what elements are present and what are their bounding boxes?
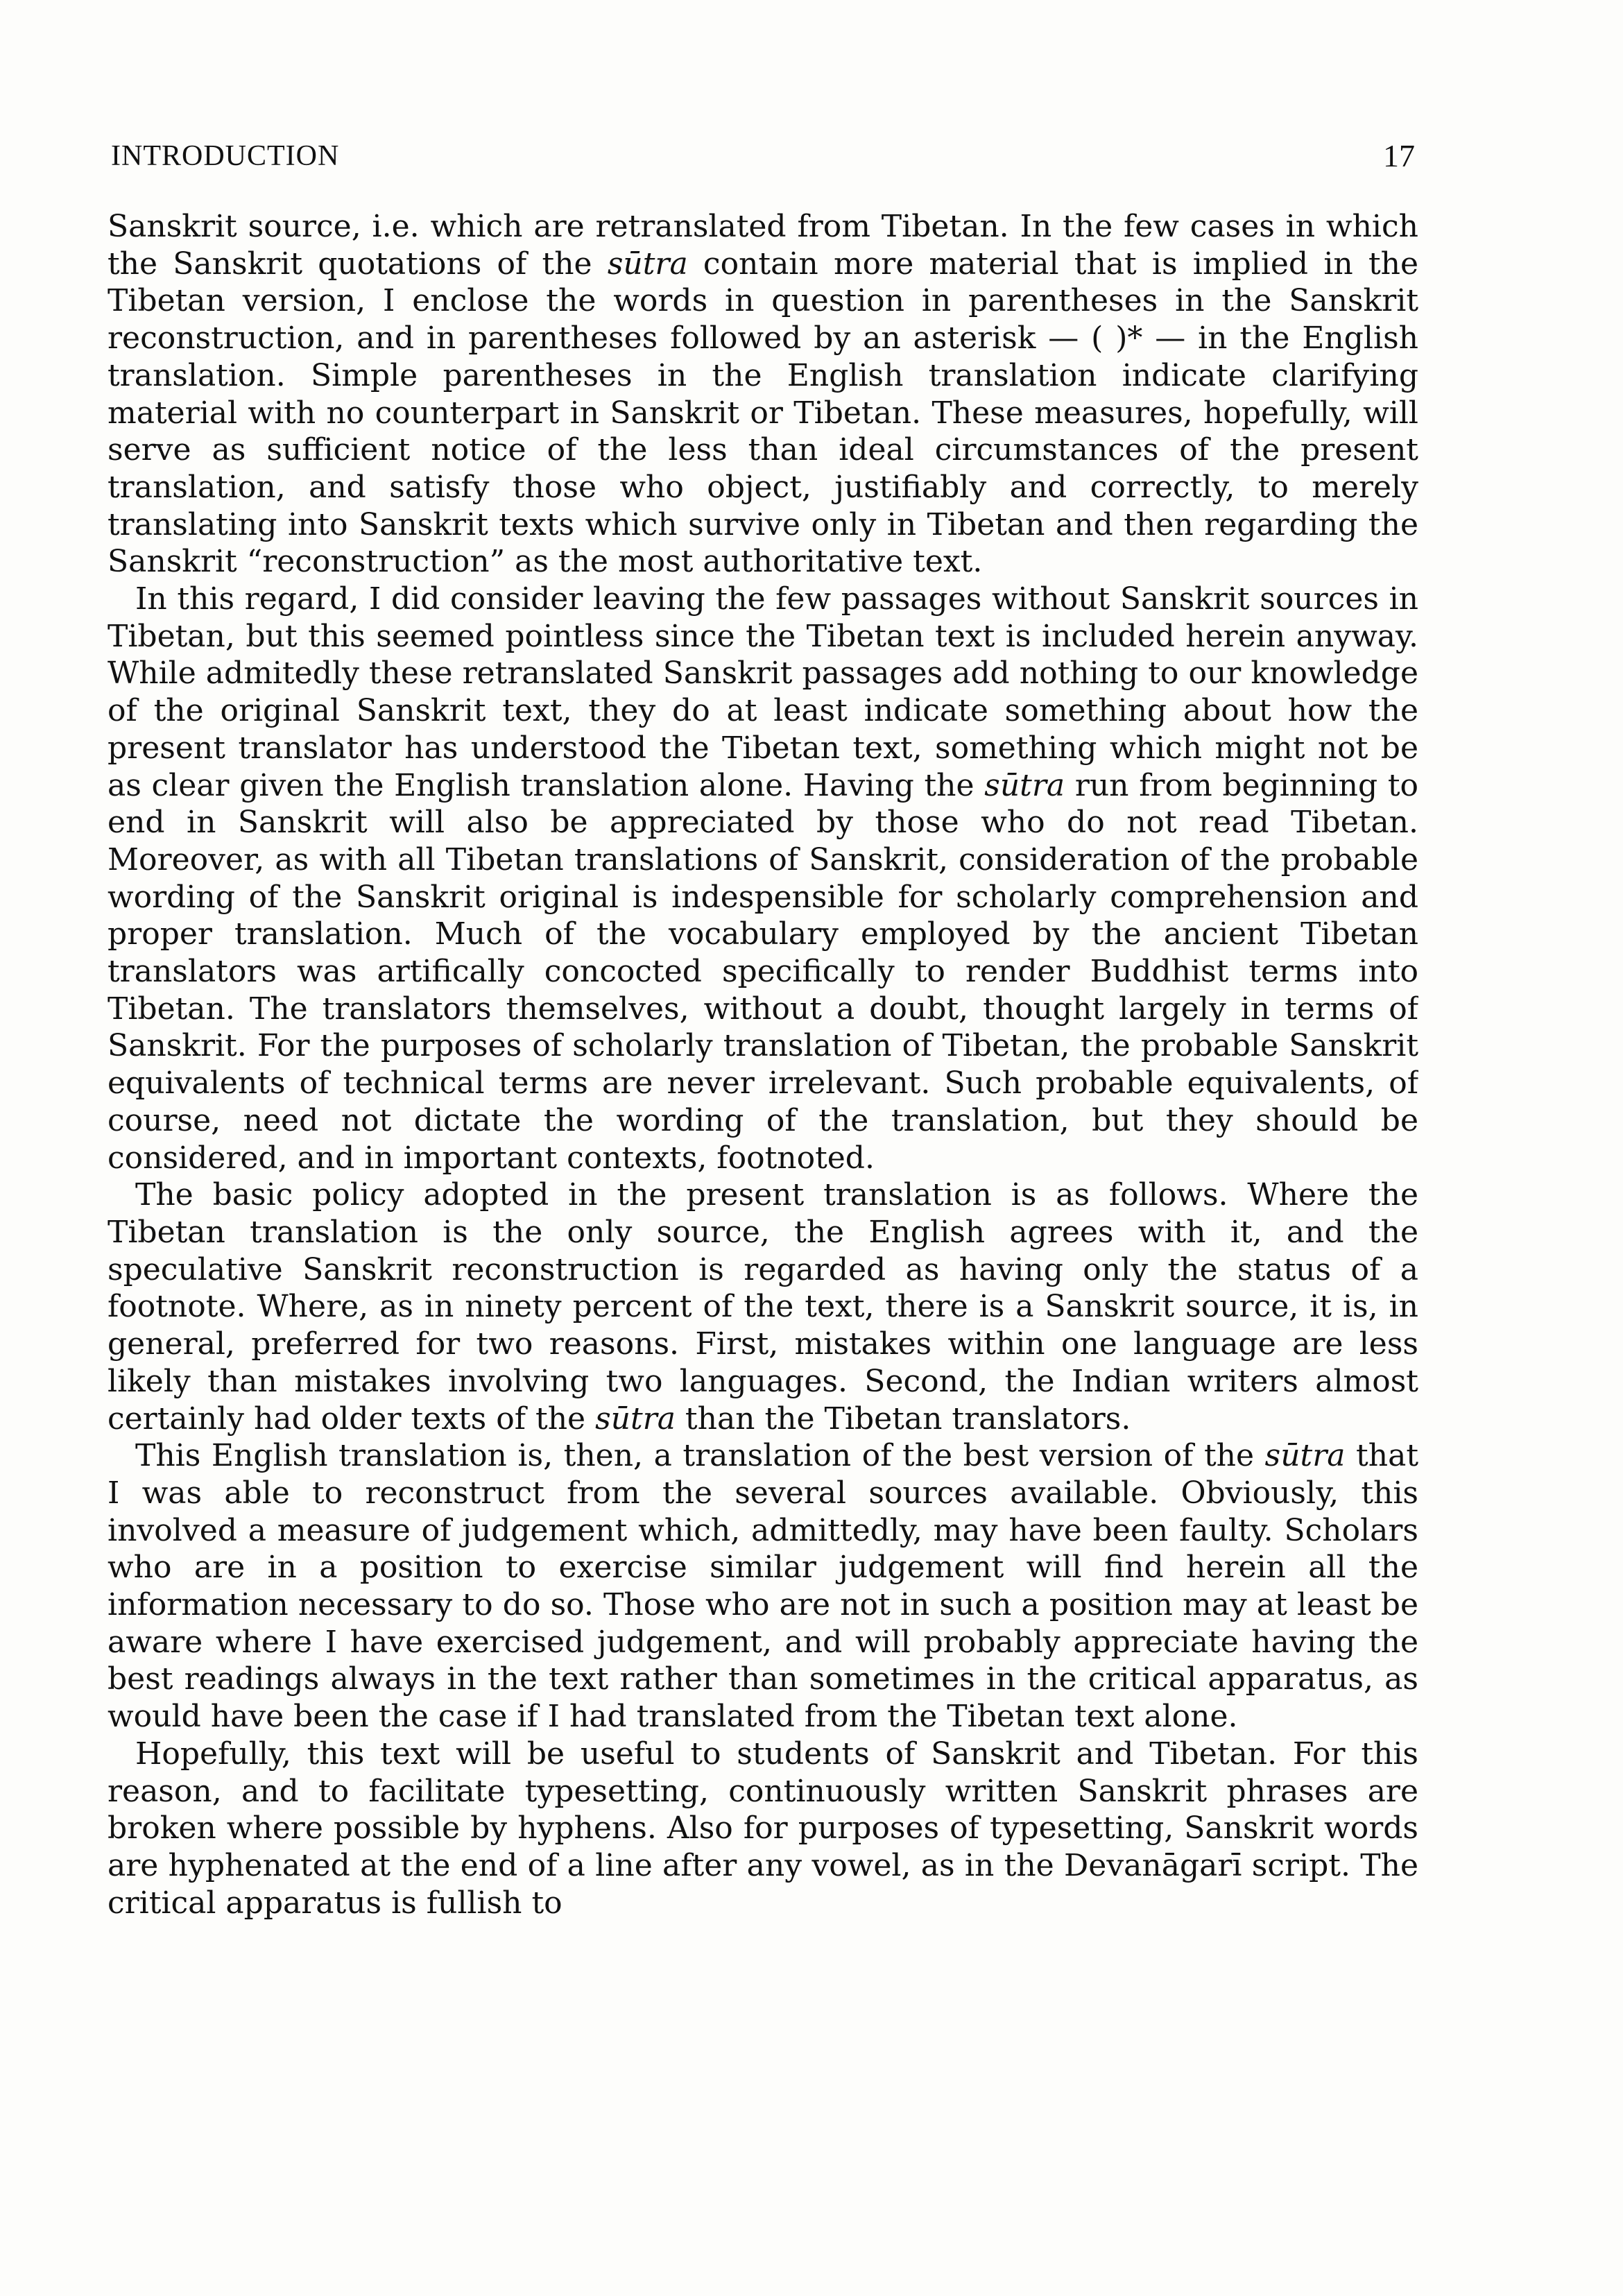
- text-run: that I was able to reconstruct from the several sources available. Obviously, this involved a measure of judgement which, admittedly, may have been faulty. Scholars who are in a position to exercise similar judgement will find herein all the information necessary to do so. Those who are not in such a position may at least be aware where I have exercised judgement, and will probably appreciate having the best readings always in the text rather than sometimes in the critical apparatus, as would have been the case if I had translated from the Tibetan text alone.: [108, 1438, 1418, 1735]
- italic-term: sūtra: [984, 767, 1065, 803]
- text-run: Sanskrit source, i.e. which are retranslated from Tibetan. In the few cases in which the Sanskrit quotations of the: [108, 209, 1418, 282]
- text-run: In this regard, I did consider leaving the few passages without Sanskrit sources in Tibetan, but this seemed pointless since the Tibetan text is included herein anyway. While admitedly these retranslated Sanskrit passages add nothing to our knowledge of the original Sanskrit text, they do at least indicate something about how the present translator has understood the Tibetan text, something which might not be as clear given the English translation alone. Having the: [108, 581, 1418, 803]
- paragraph-5: [108, 1736, 1418, 1922]
- text-run: This English translation is, then, a translation of the best version of the: [135, 1438, 1265, 1474]
- running-title: INTRODUCTION: [111, 140, 340, 172]
- italic-term: sūtra: [595, 1400, 676, 1437]
- text-run: contain more material that is implied in the Tibetan version, I enclose the words in question in parentheses in the Sanskrit reconstruction, and in parentheses followed by an asterisk — ( )* — in the English translation. Simple parentheses in the English translation indicate clarifying material with no counterpart in Sanskrit or Tibetan. These measures, hopefully, will serve as sufficient notice of the less than ideal circumstances of the present translation, and satisfy those who object, justifiably and correctly, to merely translating into Sanskrit texts which survive only in Tibetan and then regarding the Sanskrit “reconstruction” as the most authoritative text.: [108, 246, 1418, 580]
- text-run: run from beginning to end in Sanskrit will also be appreciated by those who do not read Tibetan. Moreover, as with all Tibetan translations of Sanskrit, consideration of the probable wording of the Sanskrit original is indespensible for scholarly comprehension and proper translation. Much of the vocabulary employed by the ancient Tibetan translators was artifically concocted specifically to render Buddhist terms into Tibetan. The translators themselves, without a doubt, thought largely in terms of Sanskrit. For the purposes of scholarly translation of Tibetan, the probable Sanskrit equivalents of technical terms are never irrelevant. Such probable equivalents, of course, need not dictate the wording of the translation, but they should be considered, and in important contexts, footnoted.: [108, 767, 1418, 1176]
- text-run: Hopefully, this text will be useful to students of Sanskrit and Tibetan. For this reason, and to facilitate typesetting, continuously written Sanskrit phrases are broken where possible by hyphens. Also for purposes of typesetting, Sanskrit words are hyphenated at the end of a line after any vowel, as in the Devanāgarī script. The critical apparatus is fullish to: [108, 1736, 1418, 1921]
- paragraph-1: [108, 208, 1418, 581]
- body-text: [108, 208, 1418, 2220]
- text-run: than the Tibetan translators.: [675, 1400, 1131, 1437]
- paragraph-4: [108, 1437, 1418, 1736]
- running-header: [111, 135, 1415, 177]
- page-number: 17: [1383, 138, 1415, 173]
- text-run: The basic policy adopted in the present translation is as follows. Where the Tibetan translation is the only source, the English agrees with it, and the speculative Sanskrit reconstruction is regarded as having only the status of a footnote. Where, as in ninety percent of the text, there is a Sanskrit source, it is, in general, preferred for two reasons. First, mistakes within one language are less likely than mistakes involving two languages. Second, the Indian writers almost certainly had older texts of the: [108, 1177, 1418, 1437]
- italic-term: sūtra: [1264, 1438, 1346, 1474]
- italic-term: sūtra: [607, 246, 688, 282]
- paragraph-2: [108, 581, 1418, 1176]
- paragraph-3: [108, 1176, 1418, 1437]
